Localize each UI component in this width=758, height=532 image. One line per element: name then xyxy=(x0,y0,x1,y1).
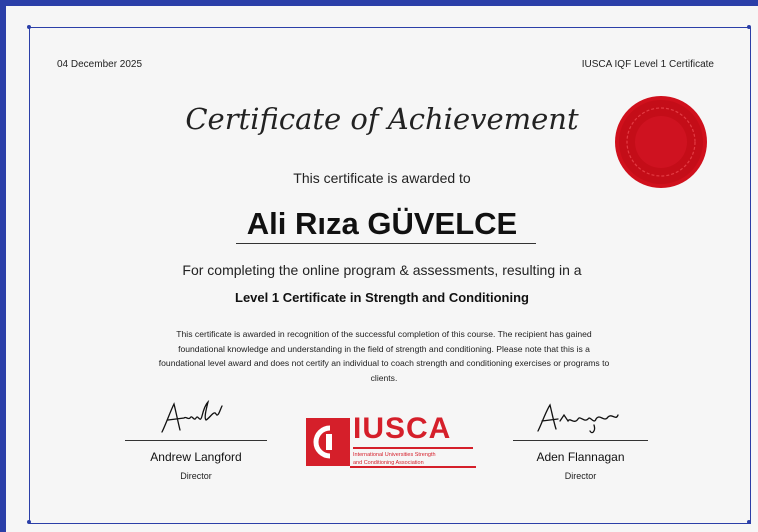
corner-dot xyxy=(747,520,751,524)
description-line: clients. xyxy=(370,372,398,383)
iusca-logo-mark-icon xyxy=(306,418,350,466)
logo-wordmark: IUSCA xyxy=(353,412,452,445)
description-line: foundational level award and does not certify an individual to coach strength and conditioning exercises or programs to xyxy=(158,358,610,368)
issue-date: 04 December 2025 xyxy=(57,59,143,70)
recipient-name: Ali Rıza GÜVELCE xyxy=(246,206,518,241)
certificate-page xyxy=(6,6,758,532)
signature-left-icon xyxy=(156,396,231,436)
signature-line-left xyxy=(125,440,267,441)
certificate-level: Level 1 Certificate in Strength and Conditioning xyxy=(235,290,529,305)
corner-dot xyxy=(747,25,751,29)
certificate-id: IUSCA IQF Level 1 Certificate xyxy=(581,59,714,70)
certificate-title: Certificate of Achievement xyxy=(185,102,579,136)
name-underline xyxy=(236,243,536,244)
signature-right-icon xyxy=(534,401,624,437)
signatory-left-name: Andrew Langford xyxy=(150,450,242,464)
signature-line-right xyxy=(513,440,648,441)
logo-underbar xyxy=(350,466,476,468)
description xyxy=(134,327,634,385)
logo-subtitle-line: and Conditioning Association xyxy=(353,460,424,466)
logo-rule xyxy=(353,447,473,449)
awarded-text: This certificate is awarded to xyxy=(293,170,471,186)
completion-text: For completing the online program & assessments, resulting in a xyxy=(182,262,582,278)
description-line: This certificate is awarded in recognition of the successful completion of this course. The recipient has gained xyxy=(176,329,592,339)
signatory-left-role: Director xyxy=(180,471,212,481)
description-line: foundational knowledge and understanding in the field of strength and conditioning. Please note that this is a xyxy=(178,343,590,354)
corner-dot xyxy=(27,25,31,29)
logo-subtitle xyxy=(353,451,478,467)
logo-subtitle-line: International Universities Strength xyxy=(353,452,436,458)
corner-dot xyxy=(27,520,31,524)
signatory-right-role: Director xyxy=(564,471,597,481)
signatory-right-name: Aden Flannagan xyxy=(536,450,625,464)
